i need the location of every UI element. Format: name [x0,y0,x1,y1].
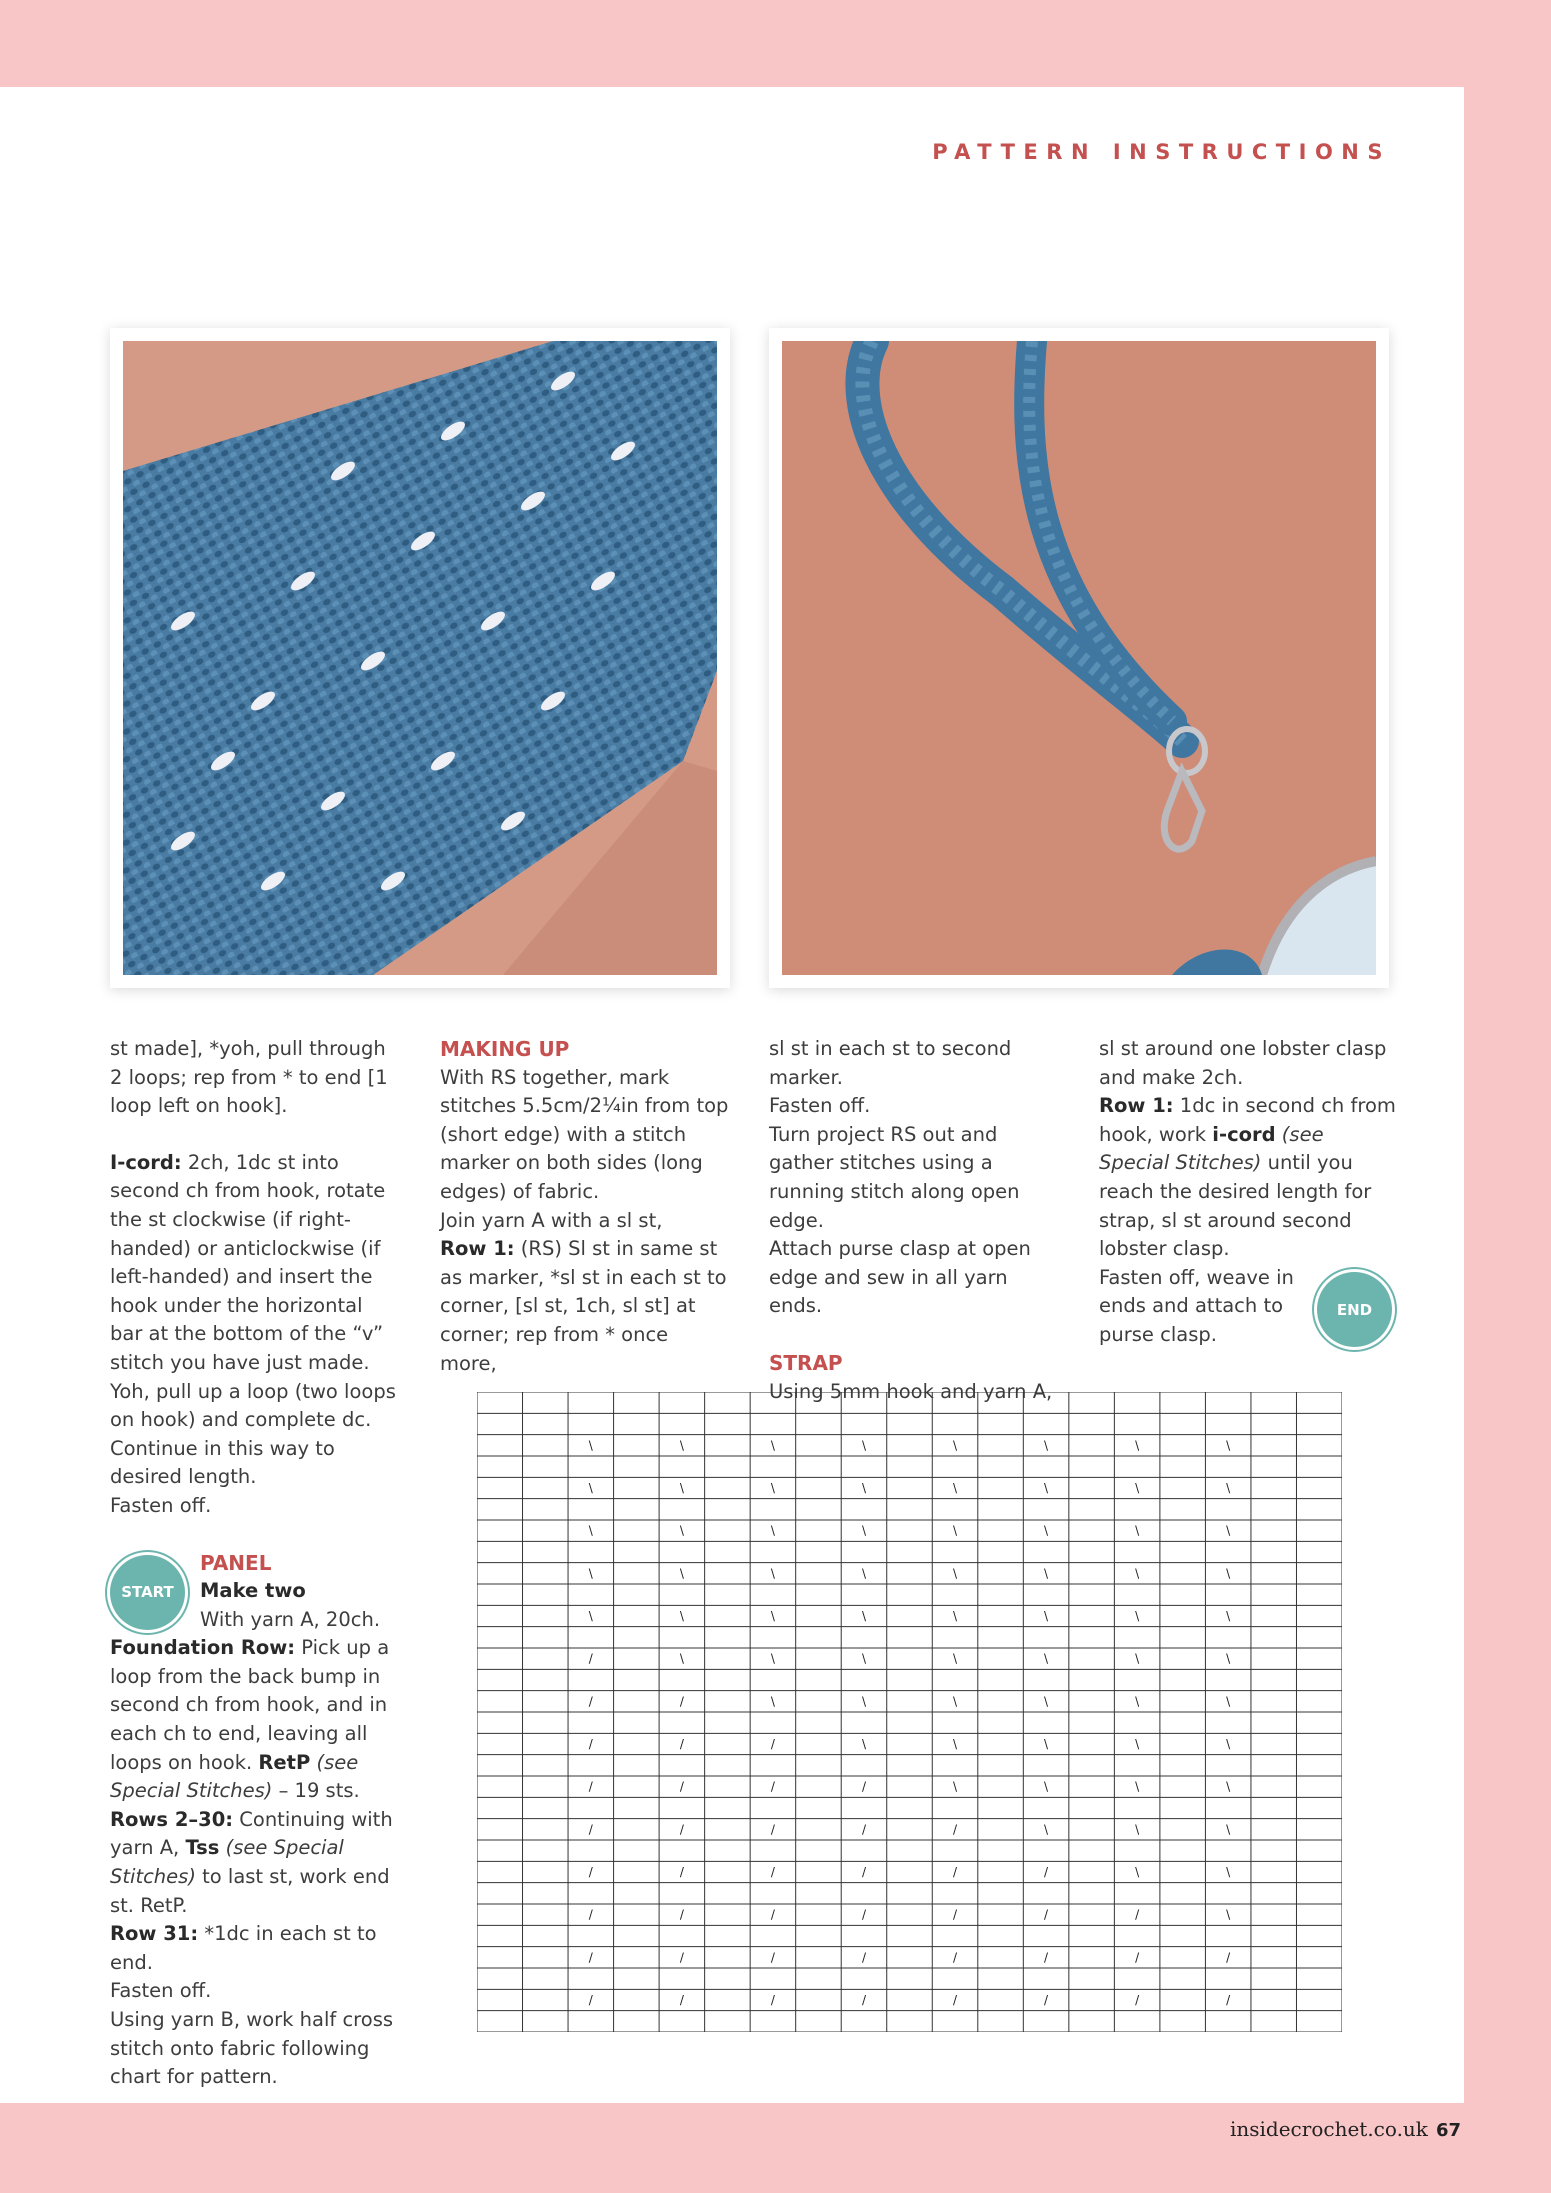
chart-stitch-symbol: / [1226,1950,1231,1965]
chart-stitch-symbol: \ [770,1694,775,1709]
chart-stitch-symbol: / [679,1822,684,1837]
chart-stitch-symbol: \ [588,1523,593,1538]
chart-stitch-symbol: \ [1044,1737,1049,1751]
chart-stitch-symbol: / [953,1822,958,1837]
crochet-panel-closeup-photo [123,341,717,975]
chart-stitch-symbol: \ [861,1694,866,1709]
chart-stitch-symbol: / [679,1950,684,1965]
panel-section [110,1549,400,1635]
chart-stitch-symbol: / [770,1737,775,1751]
chart-stitch-symbol: \ [1044,1609,1049,1623]
chart-stitch-symbol: \ [1226,1523,1231,1538]
chart-stitch-symbol: / [1135,1950,1140,1965]
chart-stitch-symbol: / [861,1993,866,2007]
chart-stitch-symbol: \ [679,1609,684,1623]
text-paragraph: sl st around one lobster clasp and make 2ch. [1099,1037,1387,1089]
chart-stitch-symbol: / [588,1865,593,1879]
chart-stitch-symbol: \ [1044,1822,1049,1837]
chart-stitch-symbol: \ [1044,1694,1049,1709]
chart-stitch-symbol: / [679,1737,684,1751]
chart-stitch-symbol: / [679,1865,684,1879]
chart-stitch-symbol: / [770,1779,775,1794]
chart-stitch-symbol: \ [953,1481,958,1495]
chart-stitch-symbol: \ [1226,1737,1231,1751]
chart-stitch-symbol: \ [861,1609,866,1623]
chart-stitch-symbol: \ [953,1523,958,1538]
text-paragraph: Fasten off. [110,1979,212,2003]
chart-stitch-symbol: / [588,1993,593,2007]
chart-stitch-symbol: \ [1135,1651,1140,1666]
chart-stitch-symbol: \ [1135,1609,1140,1623]
chart-stitch-symbol: \ [679,1651,684,1666]
chart-stitch-symbol: \ [1135,1566,1140,1581]
chart-stitch-symbol: / [1044,1950,1049,1965]
chart-stitch-symbol: \ [1135,1737,1140,1751]
chart-stitch-symbol: / [1044,1907,1049,1922]
chart-stitch-symbol: / [770,1907,775,1922]
chart-stitch-symbol: / [588,1822,593,1837]
chart-stitch-symbol: \ [1226,1438,1231,1453]
chart-stitch-symbol: \ [679,1438,684,1453]
section-label: PATTERN INSTRUCTIONS [932,140,1391,164]
chart-stitch-symbol: \ [1226,1779,1231,1794]
row1-paragraph: Row 1: 1dc in second ch from hook, work i-cord (see Special Stitches) until you reach the desired length for strap, sl st around second lobster clasp. [1099,1094,1396,1261]
end-badge: END [1317,1272,1392,1347]
make-two-label: Make two [200,1579,306,1603]
icord-label: I-cord: [110,1150,182,1174]
chart-stitch-symbol: \ [1135,1438,1140,1453]
crochet-strap-with-clasp-photo [782,341,1376,975]
stitch-chart [477,1392,1342,2032]
column-3 [769,1035,1059,1406]
chart-stitch-symbol: / [1044,1993,1049,2007]
chart-stitch-symbol: \ [588,1566,593,1581]
chart-stitch-symbol: \ [861,1438,866,1453]
chart-stitch-symbol: \ [1044,1779,1049,1794]
chart-stitch-symbol: \ [953,1651,958,1666]
chart-stitch-symbol: / [588,1694,593,1709]
chart-stitch-symbol: \ [770,1523,775,1538]
chart-stitch-symbol: \ [1044,1481,1049,1495]
text-paragraph: With yarn A, 20ch. [200,1607,381,1631]
chart-stitch-symbol: \ [1226,1694,1231,1709]
chart-stitch-symbol: \ [861,1737,866,1751]
chart-stitch-symbol: \ [953,1609,958,1623]
chart-stitch-symbol: \ [1044,1523,1049,1538]
chart-stitch-symbol: \ [861,1651,866,1666]
rows-paragraph: Rows 2–30: Continuing with yarn A, Tss (see Special Stitches) to last st, work end st. RetP. [110,1807,393,1917]
row31-paragraph: Row 31: *1dc in each st to end. [110,1922,377,1974]
chart-stitch-symbol: / [953,1907,958,1922]
chart-stitch-symbol: / [588,1950,593,1965]
column-1 [110,1035,400,2092]
text-paragraph: Attach purse clasp at open edge and sew in all yarn ends. [769,1237,1031,1318]
chart-stitch-symbol: \ [1135,1523,1140,1538]
chart-stitch-symbol: \ [953,1694,958,1709]
chart-stitch-symbol: \ [1135,1865,1140,1879]
page-footer [1230,2117,1461,2141]
chart-stitch-symbol: / [1226,1993,1231,2007]
chart-stitch-symbol: \ [1226,1822,1231,1837]
chart-stitch-symbol: \ [770,1566,775,1581]
start-badge: START [110,1555,185,1630]
foundation-paragraph: Foundation Row: Pick up a loop from the back bump in second ch from hook, and in each ch to end, leaving all loops on hook. RetP (see Special Stitches) – 19 sts. [110,1636,390,1803]
chart-stitch-symbol: \ [1135,1694,1140,1709]
chart-stitch-symbol: / [679,1907,684,1922]
chart-stitch-symbol: \ [1135,1779,1140,1794]
chart-stitch-symbol: \ [861,1523,866,1538]
chart-stitch-symbol: \ [679,1523,684,1538]
photo-frame-strap [769,328,1389,988]
chart-stitch-symbol: \ [770,1481,775,1495]
chart-stitch-symbol: \ [1044,1651,1049,1666]
chart-stitch-symbol: / [1044,1865,1049,1879]
chart-stitch-symbol: \ [588,1609,593,1623]
chart-stitch-symbol: / [953,1993,958,2007]
chart-stitch-symbol: / [588,1907,593,1922]
chart-stitch-symbol: / [770,1822,775,1837]
chart-stitch-symbol: \ [679,1481,684,1495]
chart-stitch-symbol: / [1135,1993,1140,2007]
chart-stitch-symbol: / [588,1737,593,1751]
chart-stitch-symbol: \ [770,1651,775,1666]
chart-stitch-symbol: / [861,1950,866,1965]
chart-stitch-symbol: \ [1226,1907,1231,1922]
chart-stitch-symbol: / [861,1779,866,1794]
text-paragraph: Fasten off. [769,1094,871,1118]
chart-stitch-symbol: / [861,1907,866,1922]
chart-stitch-symbol: \ [588,1438,593,1453]
making-up-heading: MAKING UP [440,1037,570,1061]
chart-stitch-symbol: / [953,1865,958,1879]
chart-stitch-symbol: \ [1044,1438,1049,1453]
text-paragraph: Join yarn A with a sl st, [440,1208,663,1232]
chart-stitch-symbol: \ [861,1481,866,1495]
page-number: 67 [1435,2120,1461,2141]
row1-paragraph: Row 1: (RS) Sl st in same st as marker, *sl st in each st to corner, [sl st, 1ch, sl st] at corner; rep from * once more, [440,1237,727,1375]
strap-heading: STRAP [769,1350,843,1375]
chart-stitch-symbol: / [679,1694,684,1709]
text-paragraph: ends and attach to [1099,1294,1284,1318]
chart-stitch-symbol: \ [1226,1609,1231,1623]
chart-stitch-symbol: / [679,1993,684,2007]
chart-stitch-symbol: \ [953,1737,958,1751]
chart-stitch-symbol: / [1135,1907,1140,1922]
chart-stitch-symbol: \ [953,1779,958,1794]
text-paragraph: st made], *yoh, pull through 2 loops; rep from * to end [1 loop left on hook]. [110,1037,388,1118]
chart-stitch-symbol: / [588,1651,593,1666]
chart-stitch-symbol: \ [1226,1651,1231,1666]
text-paragraph: With RS together, mark stitches 5.5cm/2¼in from top (short edge) with a stitch marker on both sides (long edges) of fabric. [440,1065,729,1203]
chart-stitch-symbol: \ [1226,1481,1231,1495]
footer-site: insidecrochet.co.uk [1229,2117,1428,2141]
text-paragraph: Turn project RS out and gather stitches using a running stitch along open edge. [769,1122,1020,1232]
text-paragraph: Fasten off. [110,1493,212,1517]
chart-stitch-symbol: \ [1044,1566,1049,1581]
chart-stitch-symbol: \ [1135,1822,1140,1837]
chart-stitch-symbol: \ [953,1566,958,1581]
text-paragraph: Using 5mm hook and yarn A, [769,1379,1053,1403]
chart-stitch-symbol: / [588,1779,593,1794]
chart-stitch-symbol: \ [1135,1481,1140,1495]
text-paragraph: sl st in each st to second marker. [769,1037,1012,1089]
photo-frame-panel [110,328,730,988]
text-paragraph: Fasten off, weave in [1099,1265,1294,1289]
chart-stitch-symbol: \ [770,1438,775,1453]
chart-stitch-symbol: / [861,1822,866,1837]
chart-stitch-symbol: \ [953,1438,958,1453]
chart-stitch-symbol: \ [770,1609,775,1623]
chart-stitch-symbol: \ [679,1566,684,1581]
chart-stitch-symbol: / [861,1865,866,1879]
text-paragraph: purse clasp. [1099,1322,1217,1346]
text-paragraph: Using yarn B, work half cross stitch onto fabric following chart for pattern. [110,2008,394,2089]
panel-heading: PANEL [200,1550,272,1575]
chart-stitch-symbol: \ [588,1481,593,1495]
icord-paragraph: I-cord: 2ch, 1dc st into second ch from hook, rotate the st clockwise (if right-handed) or anticlockwise (if left-handed) and insert the hook under the horizontal bar at the bottom of the “v” stitch you have just made. Yoh, pull up a loop (two loops on hook) and complete dc. Continue in this way to desired length. [110,1150,396,1489]
chart-stitch-symbol: \ [1226,1566,1231,1581]
chart-stitch-symbol: / [679,1779,684,1794]
chart-stitch-symbol: / [770,1993,775,2007]
chart-stitch-symbol: / [770,1865,775,1879]
chart-stitch-symbol: \ [1226,1865,1231,1879]
chart-stitch-symbol: / [953,1950,958,1965]
column-2 [440,1035,730,1378]
chart-stitch-symbol: \ [861,1566,866,1581]
chart-stitch-symbol: / [770,1950,775,1965]
